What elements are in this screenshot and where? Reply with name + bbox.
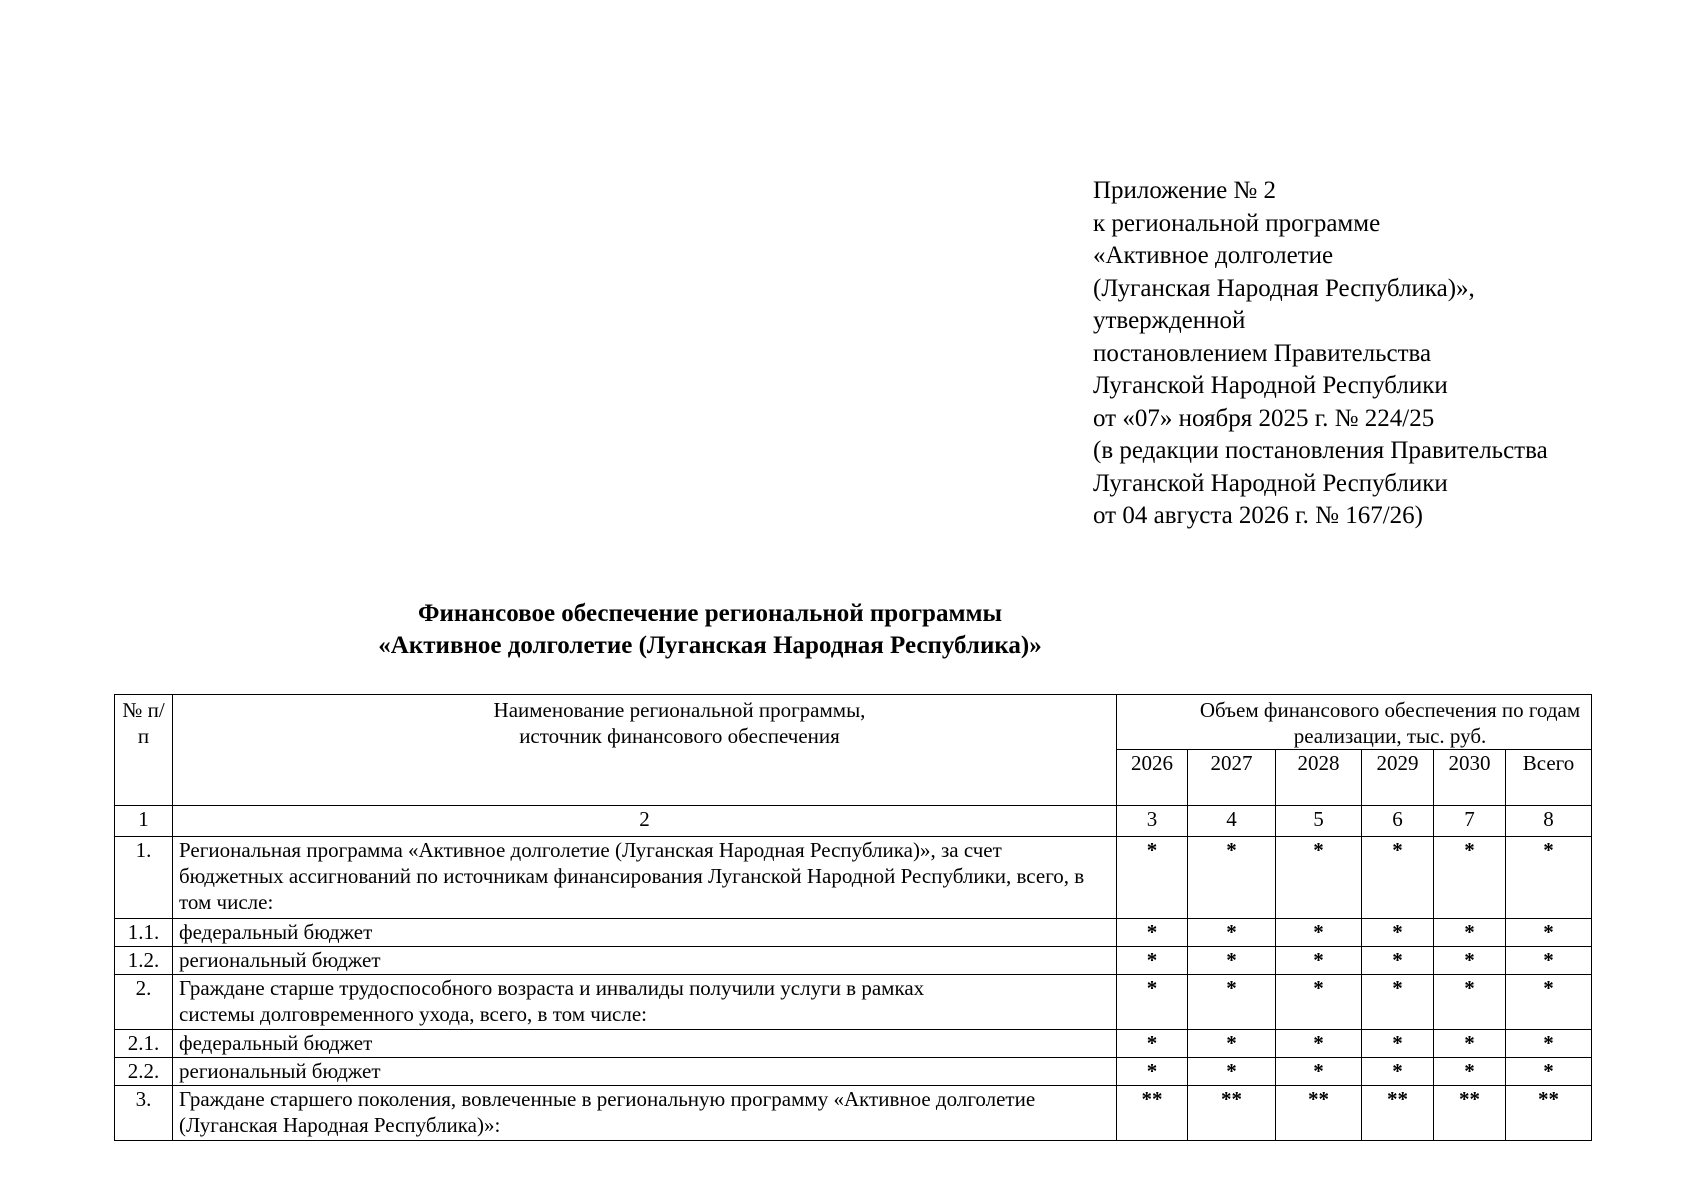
appendix-note	[1093, 175, 1548, 533]
row-name: Региональная программа «Активное долголетие (Луганская Народная Республика)», за счет бюджетных ассигнований по источникам финансирования Луганской Народной Республики, всего, в том числе:	[173, 837, 1117, 919]
appendix-line: Приложение № 2	[1093, 177, 1277, 204]
title-line-2: «Активное долголетие (Луганская Народная Республика)»	[378, 632, 1042, 659]
appendix-line: утвержденной	[1093, 307, 1246, 334]
year-cell: 2026	[1117, 750, 1188, 806]
row-name: федеральный бюджет	[173, 919, 1117, 947]
value-cell: *	[1188, 947, 1276, 975]
value-cell: *	[1506, 1058, 1592, 1086]
value-cell: *	[1276, 1030, 1362, 1058]
table-row	[115, 837, 1592, 919]
value-cell: *	[1362, 1030, 1434, 1058]
value-cell: *	[1506, 947, 1592, 975]
year-cell: 2030	[1434, 750, 1506, 806]
value-cell: *	[1434, 1030, 1506, 1058]
row-number: 1.2.	[115, 947, 173, 975]
col-number: 1	[115, 806, 173, 837]
value-cell: **	[1506, 1086, 1592, 1141]
col-number: 8	[1506, 806, 1592, 837]
row-name: Граждане старше трудоспособного возраста и инвалиды получили услуги в рамках системы долговременного ухода, всего, в том числе:	[173, 975, 1117, 1030]
row-number: 1.	[115, 837, 173, 919]
value-cell: **	[1276, 1086, 1362, 1141]
table-row	[115, 919, 1592, 947]
value-cell: *	[1362, 919, 1434, 947]
table-row	[115, 1086, 1592, 1141]
value-cell: *	[1434, 919, 1506, 947]
row-number: 3.	[115, 1086, 173, 1141]
value-cell: *	[1362, 975, 1434, 1030]
col-number: 6	[1362, 806, 1434, 837]
value-cell: *	[1506, 975, 1592, 1030]
table-row	[115, 947, 1592, 975]
value-cell: *	[1188, 919, 1276, 947]
appendix-line: Луганской Народной Республики	[1093, 372, 1448, 399]
value-cell: *	[1506, 919, 1592, 947]
value-cell: **	[1362, 1086, 1434, 1141]
appendix-line: Луганской Народной Республики	[1093, 469, 1448, 497]
value-cell: *	[1434, 1058, 1506, 1086]
header-num: № п/п	[115, 695, 173, 806]
value-cell: *	[1506, 1030, 1592, 1058]
appendix-line: от «07» ноября 2025 г. № 224/25	[1093, 404, 1435, 432]
row-name: Граждане старшего поколения, вовлеченные в региональную программу «Активное долголетие (Луганская Народная Республика)»:	[173, 1086, 1117, 1141]
row-number: 1.1.	[115, 919, 173, 947]
value-cell: *	[1117, 837, 1188, 919]
value-cell: *	[1276, 975, 1362, 1030]
value-cell: *	[1117, 1058, 1188, 1086]
value-cell: *	[1362, 1058, 1434, 1086]
value-cell: *	[1506, 837, 1592, 919]
appendix-line: постановлением Правительства	[1093, 339, 1432, 367]
value-cell: *	[1188, 837, 1276, 919]
value-cell: *	[1117, 947, 1188, 975]
value-cell: *	[1276, 947, 1362, 975]
header-volume: Объем финансового обеспечения по годам реализации, тыс. руб.	[1117, 695, 1592, 750]
value-cell: *	[1188, 1030, 1276, 1058]
col-number: 7	[1434, 806, 1506, 837]
value-cell: *	[1434, 975, 1506, 1030]
header-row	[115, 695, 1592, 750]
col-number: 2	[173, 806, 1117, 837]
value-cell: *	[1434, 837, 1506, 919]
value-cell: **	[1117, 1086, 1188, 1141]
row-number: 2.	[115, 975, 173, 1030]
value-cell: *	[1434, 947, 1506, 975]
title-line-1: Финансовое обеспечение региональной программы	[417, 600, 1003, 627]
row-number: 2.2.	[115, 1058, 173, 1086]
table-row	[115, 1030, 1592, 1058]
col-number: 5	[1276, 806, 1362, 837]
value-cell: *	[1362, 947, 1434, 975]
year-cell: 2029	[1362, 750, 1434, 806]
value-cell: *	[1362, 837, 1434, 919]
appendix-line: (в редакции постановления Правительства	[1093, 437, 1548, 464]
row-name: региональный бюджет	[173, 1058, 1117, 1086]
value-cell: **	[1434, 1086, 1506, 1141]
value-cell: *	[1117, 975, 1188, 1030]
row-name: федеральный бюджет	[173, 1030, 1117, 1058]
table-row	[115, 975, 1592, 1030]
value-cell: *	[1276, 919, 1362, 947]
appendix-line: «Активное долголетие	[1093, 242, 1334, 269]
value-cell: *	[1276, 837, 1362, 919]
appendix-line: к региональной программе	[1093, 209, 1381, 237]
document-title	[0, 598, 1420, 662]
col-number: 4	[1188, 806, 1276, 837]
appendix-line: (Луганская Народная Республика)»,	[1093, 274, 1475, 302]
row-name: региональный бюджет	[173, 947, 1117, 975]
value-cell: *	[1117, 919, 1188, 947]
column-numbers-row	[115, 806, 1592, 837]
table-row	[115, 1058, 1592, 1086]
value-cell: *	[1276, 1058, 1362, 1086]
value-cell: *	[1188, 975, 1276, 1030]
financing-table	[114, 694, 1592, 1141]
header-name: Наименование региональной программы, источник финансового обеспечения	[173, 695, 1117, 806]
value-cell: *	[1117, 1030, 1188, 1058]
appendix-line: от 04 августа 2026 г. № 167/26)	[1093, 502, 1423, 529]
year-cell: Всего	[1506, 750, 1592, 806]
year-cell: 2027	[1188, 750, 1276, 806]
value-cell: *	[1188, 1058, 1276, 1086]
year-cell: 2028	[1276, 750, 1362, 806]
col-number: 3	[1117, 806, 1188, 837]
row-number: 2.1.	[115, 1030, 173, 1058]
value-cell: **	[1188, 1086, 1276, 1141]
